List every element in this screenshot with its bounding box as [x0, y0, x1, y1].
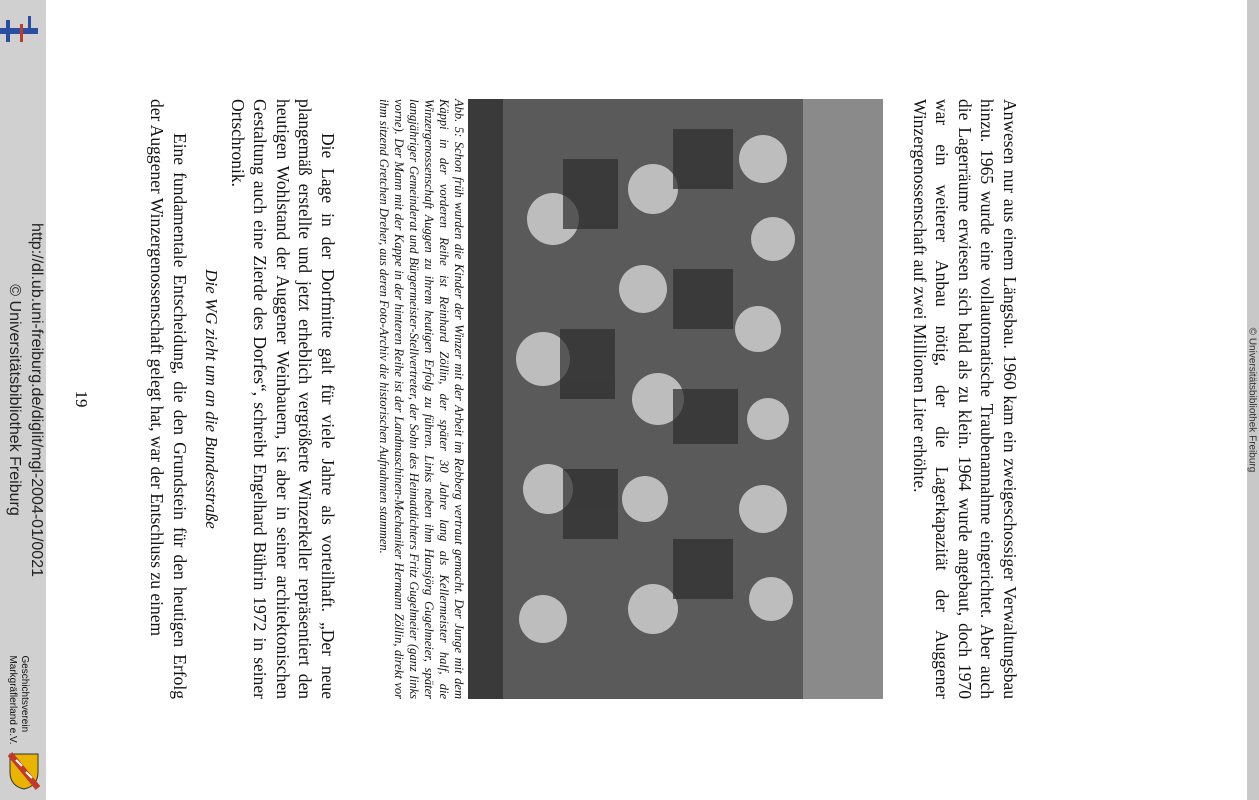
publisher-label: [6, 655, 30, 744]
photo-caption: Abb. 5: Schon früh wurden die Kinder der Winzer mit der Arbeit im Rebberg vertraut gemacht. Der Junge mit dem Käppi in der vorderen Reihe ist Reinhard Zöllin, der später 30 Jahre lang als Kellermeister half, die Winzergenossenschaft Auggen zu ihrem heutigen Erfolg zu führen. Links neben ihm Hansjörg Gugelmeier, später langjähriger Gemeinderat und Bürgermeister-Stellvertreter, der Sohn des Heimatdichters Fritz Gugelmeier (ganz links vorne). Der Mann mit der Kappe in der hinteren Reihe ist der Landmaschinen-Mechaniker Hermann Zöllin, direkt vor ihm sitzend Gretchen Dreher, aus deren Foto-Archiv die historischen Aufnahmen stammen.: [377, 99, 466, 699]
library-logo-icon: [0, 16, 38, 46]
page-footer: [3, 223, 47, 577]
section-heading: Die WG zieht um an die Bundesstraße: [202, 269, 221, 529]
page-number: 19: [72, 390, 91, 408]
paragraph-3: Eine fundamentale Entscheidung, die den Grundstein für den heutigen Erfolg der Auggener Winzergenossenschaft gelegt hat, war der Entschluss zu einem: [147, 99, 190, 699]
publisher-line-1: Geschichtsverein: [19, 655, 30, 733]
crest-icon: [8, 752, 40, 790]
document-page: [72, 99, 1051, 701]
paragraph-1: Anwesen nur aus einem Längsbau. 1960 kam ein zweigeschossiger Verwaltungsbau hinzu. 1965 wurde eine vollautomatische Traubenannahme eingerichtet. Aber auch die Lagerräume erwiesen sich bald als zu klein. 1964 wurde angebaut, doch 1970 war ein weiterer Anbau nötig, der die Lagerkapazität der Auggener Winzergenossenschaft auf zwei Millionen Liter erhöhte.: [910, 99, 1020, 699]
footer-url[interactable]: http://dl.ub.uni-freiburg.de/diglit/mgl-2004-01/0021: [28, 223, 45, 577]
publisher-line-2: Markgräflerland e.V.: [7, 655, 18, 745]
paragraph-2: Die Lage in der Dorfmitte galt für viele Jahre als vorteilhaft. „Der neue plangemäß erstellte und jetzt erheblich vergrößerte Winzerkeller repräsentiert den heutigen Wohlstand der Auggener Weinbauern, ist aber in seiner architektonischen Gestaltung auch eine Zierde des Dorfes“, schreibt Engelhard Bührin 1972 in seiner Ortschronik.: [228, 99, 338, 699]
right-margin-copyright: © Universitätsbibliothek Freiburg: [1246, 327, 1258, 473]
footer-copyright: © Universitätsbibliothek Freiburg: [6, 284, 23, 516]
historical-photo: [468, 99, 883, 699]
